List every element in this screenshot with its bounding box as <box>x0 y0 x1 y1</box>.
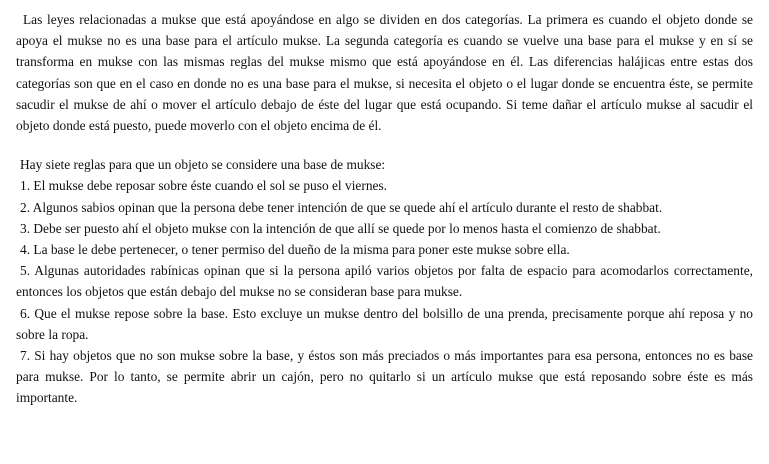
document-body <box>16 9 753 409</box>
rule-item-5: 5. Algunas autoridades rabínicas opinan que si la persona apiló varios objetos por falta de espacio para acomodarlos correctamente, entonces los objetos que están debajo del mukse no se consideran base para mukse. <box>16 263 753 300</box>
intro-paragraph: Las leyes relacionadas a mukse que está apoyándose en algo se dividen en dos categorías. La primera es cuando el objeto donde se apoya el mukse no es una base para el artículo mukse. La segunda categoría es cuando se vuelve una base para el mukse y en sí se transforma en mukse con las mismas reglas del mukse mismo que está apoyándose en él. Las diferencias halájicas entre estas dos categorías son que en el caso en donde no es una base para el mukse, si necesita el objeto o el lugar donde se encuentra éste, se permite sacudir el mukse de ahí o mover el artículo debajo de éste del lugar que está ocupando. Si teme dañar el artículo mukse al sacudir el objeto donde está puesto, puede moverlo con el objeto encima de él. <box>16 12 753 134</box>
rule-item-6: 6. Que el mukse repose sobre la base. Esto excluye un mukse dentro del bolsillo de una prenda, precisamente porque ahí reposa y no sobre la ropa. <box>16 305 753 342</box>
rule-item-4: 4. La base le debe pertenecer, o tener permiso del dueño de la misma para poner este mukse sobre ella. <box>20 242 570 258</box>
rule-item-2: 2. Algunos sabios opinan que la persona debe tener intención de que se quede ahí el artículo durante el resto de shabbat. <box>20 199 663 215</box>
rule-item-3: 3. Debe ser puesto ahí el objeto mukse con la intención de que allí se quede por lo menos hasta el comienzo de shabbat. <box>20 220 661 236</box>
rule-item-1: 1. El mukse debe reposar sobre éste cuando el sol se puso el viernes. <box>20 178 388 194</box>
rule-item-7: 7. Si hay objetos que no son mukse sobre la base, y éstos son más preciados o más importantes para esa persona, entonces no es base para mukse. Por lo tanto, se permite abrir un cajón, pero no quitarlo si un artículo mukse que está reposando sobre éste es más importante. <box>16 348 753 406</box>
rules-intro: Hay siete reglas para que un objeto se considere una base de mukse: <box>20 157 386 173</box>
paragraph-spacer <box>16 136 753 154</box>
rules-list <box>16 175 753 408</box>
